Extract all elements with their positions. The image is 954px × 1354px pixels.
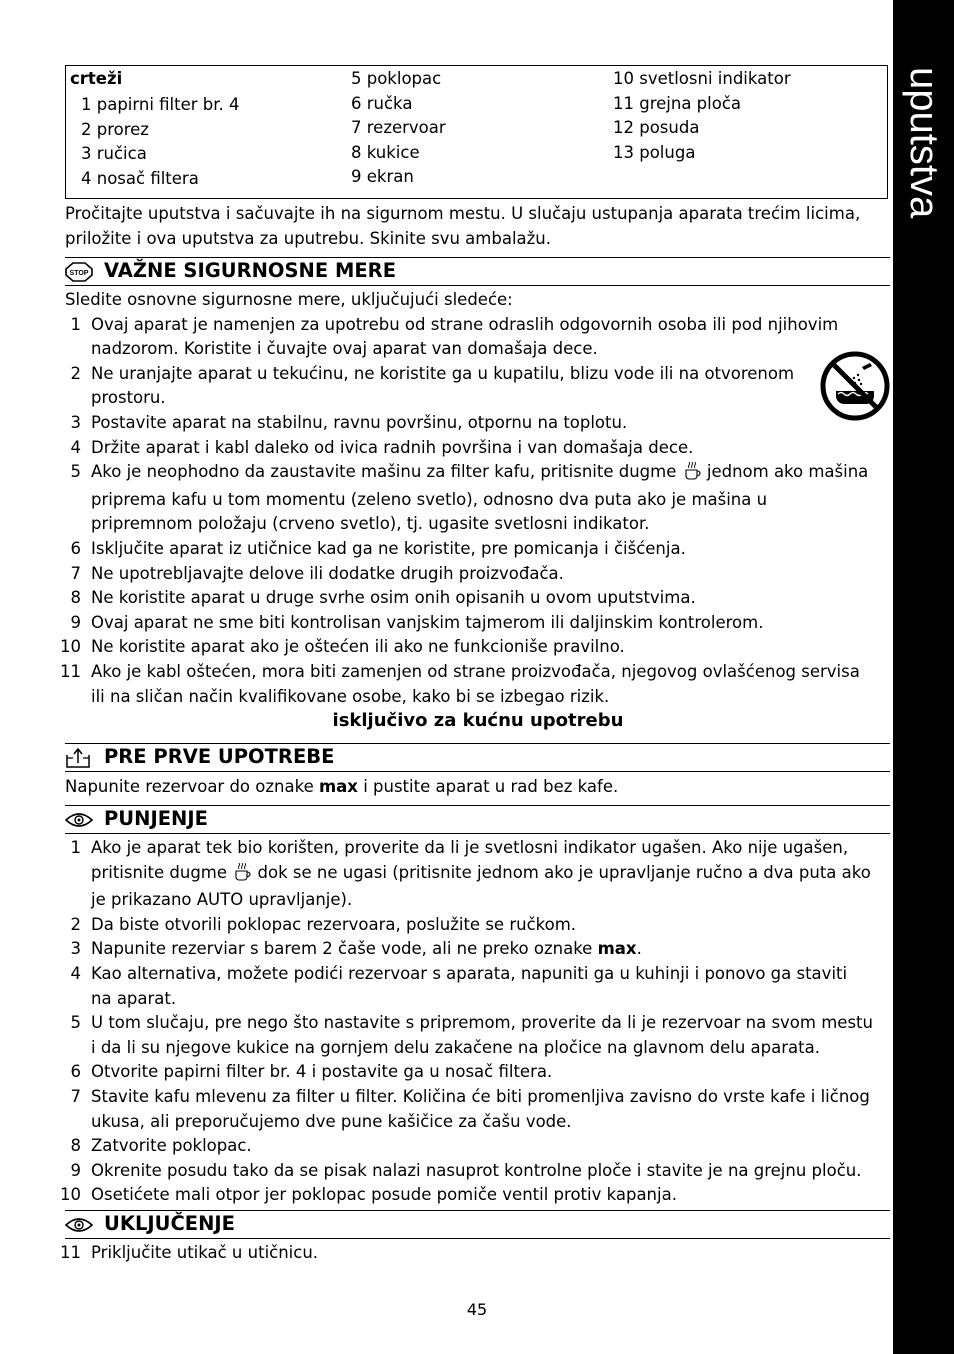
item-text: prostoru. bbox=[91, 388, 166, 408]
list-item bbox=[65, 460, 891, 537]
item-number: 2 bbox=[70, 914, 81, 934]
list-item bbox=[65, 836, 891, 913]
body-text: i pustite aparat u rad bez kafe. bbox=[363, 777, 619, 796]
item-number: 2 bbox=[70, 363, 81, 383]
item-number: 11 bbox=[60, 1243, 81, 1262]
item-text: dok se ne ugasi (pritisnite jednom ako je upravljanje ručno a dva puta ako bbox=[257, 862, 871, 882]
item-number: 7 bbox=[70, 563, 81, 583]
list-item bbox=[60, 660, 891, 709]
list-item bbox=[65, 1085, 891, 1134]
item-text: i da li su njegove kukice na gornjem delu zakačene na pločice na glavnom delu aparata. bbox=[91, 1037, 820, 1057]
drawing-item: 8 kukice bbox=[351, 142, 420, 162]
item-text: Da biste otvorili poklopac rezervoara, poslužite se ručkom. bbox=[91, 914, 577, 934]
intro-line: Pročitajte uputstva i sačuvajte ih na sigurnom mestu. U slučaju ustupanja aparata trećim licima, bbox=[65, 204, 861, 223]
body-text: Napunite rezervoar do oznake bbox=[65, 777, 314, 796]
item-number: 9 bbox=[70, 612, 81, 632]
coffee-button-icon bbox=[682, 462, 702, 488]
eye-icon bbox=[65, 809, 95, 831]
section-heading-text: VAŽNE SIGURNOSNE MERE bbox=[104, 259, 397, 283]
drawing-item: 3 ručica bbox=[81, 144, 147, 164]
drawings-column-3 bbox=[613, 67, 791, 165]
item-text: Ne uranjajte aparat u tekućinu, ne koristite ga u kupatilu, blizu vode ili na otvorenom bbox=[91, 363, 795, 383]
intro-paragraph bbox=[65, 202, 891, 251]
list-item bbox=[65, 611, 891, 636]
drawing-item: 12 posuda bbox=[613, 118, 700, 138]
drawings-column-1 bbox=[70, 67, 240, 191]
item-number: 5 bbox=[70, 462, 81, 482]
household-use-note: isključivo za kućnu upotrebu bbox=[332, 710, 624, 731]
drawing-item: 5 poklopac bbox=[351, 69, 442, 88]
list-item bbox=[60, 1183, 891, 1208]
item-number: 6 bbox=[70, 1062, 81, 1082]
item-text-bold: max bbox=[597, 939, 637, 959]
item-text: Isključite aparat iz utičnice kad ga ne koristite, pre pomicanja i čišćenja. bbox=[91, 538, 686, 558]
drawing-item: 4 nosač filtera bbox=[81, 168, 199, 188]
stop-icon bbox=[65, 261, 95, 283]
item-number: 1 bbox=[70, 838, 81, 857]
page-number: 45 bbox=[466, 1300, 488, 1319]
list-item bbox=[65, 411, 891, 436]
item-text: Ovaj aparat ne sme biti kontrolisan vanjskim tajmerom ili daljinskim kontrolerom. bbox=[91, 612, 764, 632]
list-item bbox=[65, 562, 891, 587]
item-text: Ako je aparat tek bio korišten, proverite da li je svetlosni indikator ugašen. Ako nije ugašen, bbox=[91, 838, 849, 857]
section-heading-filling bbox=[65, 805, 890, 834]
drawing-item: 10 svetlosni indikator bbox=[613, 69, 791, 88]
item-text: U tom slučaju, pre nego što nastavite s pripremom, proverite da li je rezervoar na svom mestu bbox=[91, 1013, 873, 1033]
item-text: jednom ako mašina bbox=[706, 462, 869, 482]
item-text: Priključite utikač u utičnicu. bbox=[91, 1243, 319, 1262]
item-number: 4 bbox=[70, 437, 81, 457]
filling-list bbox=[60, 836, 891, 1208]
list-item bbox=[65, 586, 891, 611]
item-number: 5 bbox=[70, 1013, 81, 1033]
item-text: Okrenite posudu tako da se pisak nalazi nasuprot kontrolne ploče i stavite je na grejnu ploču. bbox=[91, 1160, 862, 1180]
item-text: Ovaj aparat je namenjen za upotrebu od strane odraslih odgovornih osoba ili pod njihovim bbox=[91, 314, 839, 334]
list-item bbox=[65, 962, 891, 1011]
list-item bbox=[65, 537, 891, 562]
item-number: 8 bbox=[70, 1136, 81, 1156]
list-item bbox=[65, 937, 891, 962]
list-item bbox=[60, 1241, 891, 1266]
drawing-item: 2 prorez bbox=[81, 119, 149, 139]
item-text: priprema kafu u tom momentu (zeleno svetlo), odnosno dva puta ako je mašina u bbox=[91, 489, 768, 509]
list-item bbox=[65, 1159, 891, 1184]
svg-text:STOP: STOP bbox=[69, 269, 89, 277]
drawing-item: 7 rezervoar bbox=[351, 118, 446, 138]
item-number: 3 bbox=[70, 939, 81, 959]
sidebar-title: uputstva bbox=[902, 67, 946, 219]
item-text: Stavite kafu mlevenu za filter u filter. Količina će biti promenljiva zavisno do vrste kafe i ličnog bbox=[91, 1086, 870, 1106]
list-item bbox=[65, 1134, 891, 1159]
drawings-box bbox=[65, 65, 888, 199]
safety-lead: Sledite osnovne sigurnosne mere, uključujući sledeće: bbox=[65, 290, 513, 309]
section-heading-switch-on bbox=[65, 1210, 890, 1239]
no-bathing-icon bbox=[820, 351, 890, 429]
intro-line: priložite i ova uputstva za uputrebu. Skinite svu ambalažu. bbox=[65, 228, 552, 248]
item-number: 3 bbox=[70, 412, 81, 432]
section-heading-text: PRE PRVE UPOTREBE bbox=[104, 745, 335, 769]
list-item bbox=[65, 436, 891, 461]
item-text: na aparat. bbox=[91, 988, 177, 1008]
section-heading-text: PUNJENJE bbox=[104, 807, 208, 831]
eye-icon bbox=[65, 1214, 95, 1236]
section-heading-safety bbox=[65, 257, 890, 286]
item-number: 4 bbox=[70, 963, 81, 983]
item-number: 1 bbox=[70, 314, 81, 334]
item-text: pritisnite dugme bbox=[91, 862, 228, 882]
drawings-column-2 bbox=[351, 67, 446, 190]
coffee-button-icon bbox=[232, 863, 252, 889]
safety-list bbox=[60, 288, 891, 709]
item-text: pripremnom položaju (crveno svetlo), tj. ugasite svetlosni indikator. bbox=[91, 514, 650, 534]
item-number: 11 bbox=[60, 661, 81, 681]
item-text: Zatvorite poklopac. bbox=[91, 1136, 252, 1156]
drawing-item: 13 poluga bbox=[613, 142, 696, 162]
section-heading-first-use bbox=[65, 743, 890, 772]
drawing-item: 6 ručka bbox=[351, 93, 413, 113]
item-text: Držite aparat i kabl daleko od ivica radnih površina i van domašaja dece. bbox=[91, 437, 694, 457]
item-text: ukusa, ali preporučujemo dve pune kašičice za čašu vode. bbox=[91, 1111, 572, 1131]
item-text: je prikazano AUTO upravljanje). bbox=[91, 890, 353, 910]
item-text: Postavite aparat na stabilnu, ravnu površinu, otpornu na toplotu. bbox=[91, 412, 628, 432]
item-text: Ne upotrebljavajte delove ili dodatke drugih proizvođača. bbox=[91, 563, 564, 583]
list-item bbox=[65, 313, 891, 362]
item-number: 6 bbox=[70, 538, 81, 558]
first-use-icon bbox=[65, 747, 95, 769]
drawing-item: 9 ekran bbox=[351, 167, 414, 187]
item-number: 10 bbox=[60, 1185, 81, 1205]
item-number: 10 bbox=[60, 637, 81, 657]
item-text: Napunite rezerviar s barem 2 čaše vode, ali ne preko oznake bbox=[91, 939, 593, 959]
item-text: Ne koristite aparat u druge svrhe osim onih opisanih u ovom uputstvima. bbox=[91, 588, 696, 608]
item-number: 8 bbox=[70, 588, 81, 608]
item-text: Ne koristite aparat ako je oštećen ili ako ne funkcioniše pravilno. bbox=[91, 637, 625, 657]
item-text: Ako je neophodno da zaustavite mašinu za filter kafu, pritisnite dugme bbox=[91, 462, 677, 482]
list-item bbox=[60, 635, 891, 660]
item-text: nadzorom. Koristite i čuvajte ovaj aparat van domašaja dece. bbox=[91, 339, 598, 359]
drawing-item: 1 papirni filter br. 4 bbox=[81, 95, 240, 114]
item-text: ili na sličan način kvalifikovane osobe, kako bi se izbegao rizik. bbox=[91, 686, 610, 706]
list-item bbox=[65, 1060, 891, 1085]
list-item bbox=[65, 1011, 891, 1060]
item-text: Otvorite papirni filter br. 4 i postavite ga u nosač filtera. bbox=[91, 1062, 553, 1082]
first-use-text bbox=[65, 775, 891, 800]
drawings-title: crteži bbox=[70, 69, 123, 88]
item-text: Kao alternativa, možete podići rezervoar s aparata, napuniti ga u kuhinji i ponovo ga staviti bbox=[91, 963, 848, 983]
item-number: 9 bbox=[70, 1160, 81, 1180]
section-heading-text: UKLJUČENJE bbox=[104, 1212, 235, 1236]
switch-on-list bbox=[60, 1241, 891, 1266]
item-text: Ako je kabl oštećen, mora biti zamenjen od strane proizvođača, njegovog ovlašćenog servisa bbox=[91, 661, 860, 681]
item-text: . bbox=[636, 939, 642, 959]
item-text: Osetićete mali otpor jer poklopac posude pomiče ventil protiv kapanja. bbox=[91, 1185, 677, 1205]
drawing-item: 11 grejna ploča bbox=[613, 93, 742, 113]
body-text-bold: max bbox=[318, 777, 358, 796]
list-item bbox=[65, 362, 891, 411]
item-number: 7 bbox=[70, 1086, 81, 1106]
list-item bbox=[65, 913, 891, 938]
